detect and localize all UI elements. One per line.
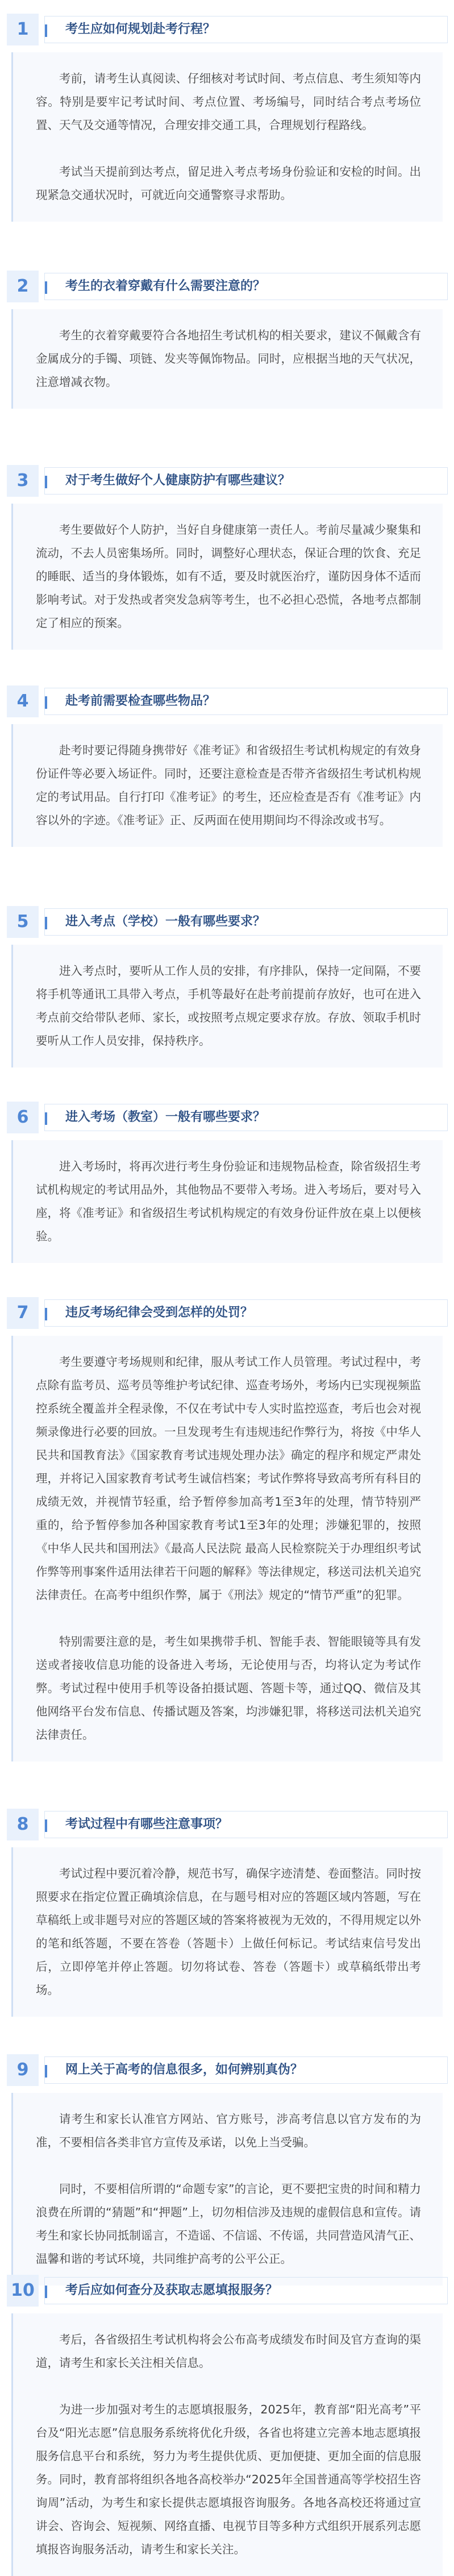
question-title-box bbox=[44, 1811, 448, 1838]
answer-paragraph: 特别需要注意的是，考生如果携带手机、智能手表、智能眼镜等具有发送或者接收信息功能的设备进入考场，无论使用与否，均将认定为考试作弊。考试过程中使用手机等设备拍摄试题、答题卡等，通过QQ、微信及其他网络平台发布信息、传播试题及答案，均涉嫌犯罪，将移送司法机关追究法律责任。 bbox=[36, 1635, 421, 1742]
answer-block bbox=[11, 1847, 443, 2017]
question-number-badge: 1 bbox=[7, 14, 39, 45]
question-title: 考试过程中有哪些注意事项？ bbox=[65, 1817, 228, 1831]
question-title-box bbox=[44, 688, 448, 715]
answer-block bbox=[11, 2093, 443, 2286]
question-number-badge: 3 bbox=[7, 465, 39, 497]
answer-paragraph: 进入考点时，要听从工作人员的安排，有序排队，保持一定间隔，不要将手机等通讯工具带入考点，手机等最好在赴考前提前存放好，也可在进入考点前交给带队老师、家长，或按照考点规定要求存放。存放、领取手机时要听从工作人员安排，保持秩序。 bbox=[36, 964, 421, 1048]
answer-paragraph: 考试当天提前到达考点，留足进入考点考场身份验证和安检的时间。出现紧急交通状况时，可就近向交通警察寻求帮助。 bbox=[36, 165, 421, 202]
question-header bbox=[7, 1297, 448, 1329]
answer-block bbox=[11, 1140, 443, 1263]
answer-paragraph: 为进一步加强对考生的志愿填报服务，2025年，教育部“阳光高考”平台及“阳光志愿”信息服务系统将优化升级，各省也将建立完善本地志愿填报服务信息平台和系统，努力为考生提供优质、更加便捷、更加全面的信息服务。同时，教育部将组织各地各高校举办“2025年全国普通高等学校招生咨询周”活动，为考生和家长提供志愿填报咨询服务。各地各高校还将通过宣讲会、咨询会、短视频、网络直播、电视节目等多种方式组织开展系列志愿填报咨询服务活动，请考生和家长关注。 bbox=[36, 2403, 421, 2556]
question-title-box bbox=[44, 1104, 448, 1131]
question-header bbox=[7, 465, 448, 497]
answer-block bbox=[11, 52, 443, 222]
question-number-badge: 8 bbox=[7, 1809, 39, 1840]
question-number-badge: 6 bbox=[7, 1102, 39, 1133]
question-title-box bbox=[44, 467, 448, 495]
question-header bbox=[7, 14, 448, 45]
question-number-badge: 2 bbox=[7, 271, 39, 302]
question-title-box bbox=[44, 16, 448, 43]
answer-paragraph: 考前，请考生认真阅读、仔细核对考试时间、考点信息、考生须知等内容。特别是要牢记考试时间、考点位置、考场编号，同时结合考点考场位置、天气及交通等情况，合理安排交通工具，合理规划行程路线。 bbox=[36, 72, 421, 132]
question-number-badge: 5 bbox=[7, 906, 39, 938]
answer-block bbox=[11, 309, 443, 409]
question-header bbox=[7, 906, 448, 938]
question-number-badge: 9 bbox=[7, 2054, 39, 2086]
question-title: 网上关于高考的信息很多，如何辨别真伪？ bbox=[65, 2063, 303, 2077]
question-title: 考生的衣着穿戴有什么需要注意的？ bbox=[65, 279, 266, 293]
answer-block bbox=[11, 945, 443, 1067]
question-title-box bbox=[44, 1299, 448, 1327]
question-header bbox=[7, 1809, 448, 1840]
answer-block bbox=[11, 1336, 443, 1761]
question-title-box bbox=[44, 2277, 448, 2304]
answer-paragraph: 考生的衣着穿戴要符合各地招生考试机构的相关要求，建议不佩戴含有金属成分的手镯、项链、发夹等佩饰物品。同时，应根据当地的天气状况，注意增减衣物。 bbox=[36, 329, 421, 389]
answer-paragraph: 考后，各省级招生考试机构将会公布高考成绩发布时间及官方查询的渠道，请考生和家长关注相关信息。 bbox=[36, 2333, 421, 2370]
question-number-badge: 7 bbox=[7, 1297, 39, 1329]
question-title: 进入考场（教室）一般有哪些要求？ bbox=[65, 1110, 266, 1124]
answer-paragraph: 考生要遵守考场规则和纪律，服从考试工作人员管理。考试过程中，考点除有监考员、巡考员等维护考试纪律、巡查考场外，考场内已实现视频监控系统全覆盖并全程录像，不仅在考试中专人实时监控巡查，考后也会对视频录像进行必要的回放。一旦发现考生有违规违纪作弊行为，将按《中华人民共和国教育法》《国家教育考试违规处理办法》确定的程序和规定严肃处理，并将记入国家教育考试考生诚信档案；考试作弊将导致高考所有科目的成绩无效，并视情节轻重，给予暂停参加高考1至3年的处理，情节特别严重的，给予暂停参加各种国家教育考试1至3年的处理；涉嫌犯罪的，按照《中华人民共和国刑法》《最高人民法院 最高人民检察院关于办理组织考试作弊等刑事案件适用法律若干问题的解释》等法律规定，移送司法机关追究法律责任。在高考中组织作弊，属于《刑法》规定的“情节严重”的犯罪。 bbox=[36, 1355, 421, 1602]
answer-paragraph: 同时，不要相信所谓的“命题专家”的言论，更不要把宝贵的时间和精力浪费在所谓的“猜题”和“押题”上，切勿相信涉及违规的虚假信息和宣传。请考生和家长协同抵制谣言，不造谣、不信谣、不传谣，共同营造风清气正、温馨和谐的考试环境，共同维护高考的公平公正。 bbox=[36, 2182, 421, 2266]
question-number-badge: 10 bbox=[7, 2275, 39, 2307]
answer-paragraph: 进入考场时，将再次进行考生身份验证和违规物品检查，除省级招生考试机构规定的考试用品外，其他物品不要带入考场。进入考场后，要对号入座，将《准考证》和省级招生考试机构规定的有效身份证件放在桌上以便核验。 bbox=[36, 1160, 421, 1243]
answer-block bbox=[11, 504, 443, 650]
question-title: 违反考场纪律会受到怎样的处罚？ bbox=[65, 1306, 253, 1320]
answer-paragraph: 考生要做好个人防护，当好自身健康第一责任人。考前尽量减少聚集和流动，不去人员密集场所。同时，调整好心理状态，保证合理的饮食、充足的睡眠、适当的身体锻炼，如有不适，要及时就医治疗，谨防因身体不适而影响考试。对于发热或者突发急病等考生，也不必担心恐慌，各地考点都制定了相应的预案。 bbox=[36, 523, 421, 630]
answer-block bbox=[11, 724, 443, 847]
answer-block bbox=[11, 2313, 443, 2576]
question-title-box bbox=[44, 2056, 448, 2084]
question-title-box bbox=[44, 908, 448, 936]
question-number-badge: 4 bbox=[7, 685, 39, 717]
question-title: 赴考前需要检查哪些物品？ bbox=[65, 694, 216, 708]
question-title: 进入考点（学校）一般有哪些要求？ bbox=[65, 915, 266, 929]
question-title-box bbox=[44, 273, 448, 300]
question-title: 考后应如何查分及获取志愿填报服务？ bbox=[65, 2283, 278, 2297]
answer-paragraph: 请考生和家长认准官方网站、官方账号，涉高考信息以官方发布的为准，不要相信各类非官方宣传及承诺，以免上当受骗。 bbox=[36, 2112, 421, 2149]
question-header bbox=[7, 2054, 448, 2086]
question-header bbox=[7, 685, 448, 717]
question-title: 对于考生做好个人健康防护有哪些建议？ bbox=[65, 473, 291, 488]
question-title: 考生应如何规划赴考行程？ bbox=[65, 22, 216, 36]
question-header bbox=[7, 2275, 448, 2307]
answer-paragraph: 赴考时要记得随身携带好《准考证》和省级招生考试机构规定的有效身份证件等必要入场证件。同时，还要注意检查是否带齐省级招生考试机构规定的考试用品。自行打印《准考证》的考生，还应检查是否有《准考证》内容以外的字迹。《准考证》正、反两面在使用期间均不得涂改或书写。 bbox=[36, 743, 421, 827]
question-header bbox=[7, 271, 448, 302]
question-header bbox=[7, 1102, 448, 1133]
answer-paragraph: 考试过程中要沉着冷静，规范书写，确保字迹清楚、卷面整洁。同时按照要求在指定位置正确填涂信息，在与题号相对应的答题区域内答题，写在草稿纸上或非题号对应的答题区域的答案将被视为无效的，不得用规定以外的笔和纸答题，不要在答卷（答题卡）上做任何标记。考试结束信号发出后，立即停笔并停止答题。切勿将试卷、答卷（答题卡）或草稿纸带出考场。 bbox=[36, 1867, 421, 1997]
